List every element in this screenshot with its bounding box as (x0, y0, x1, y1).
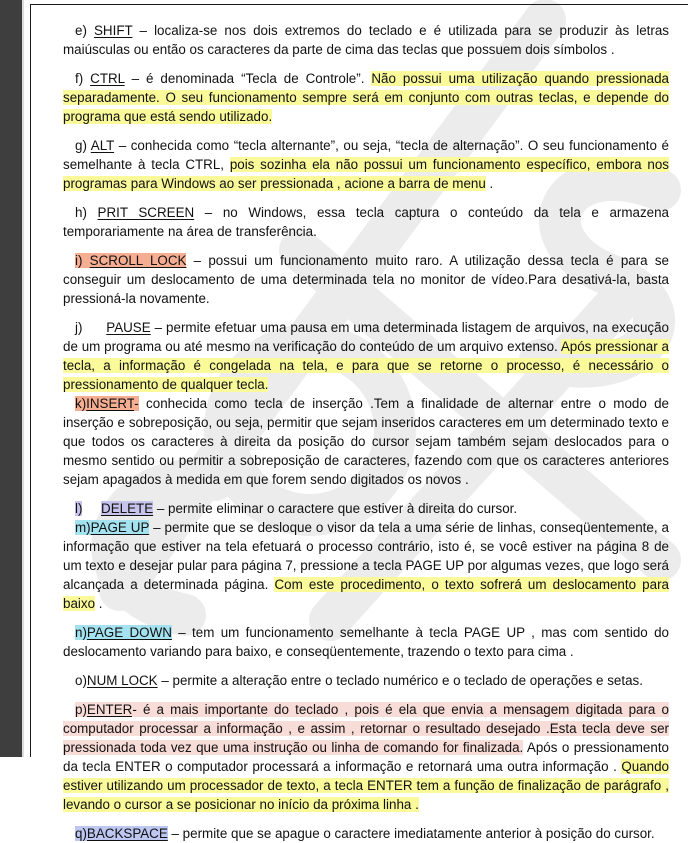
text-segment: p) (75, 702, 87, 717)
key-name: SCROLL LOCK (89, 253, 187, 268)
key-name: PAUSE (106, 320, 151, 335)
key-name: INSERT (86, 396, 135, 411)
paragraph-l (63, 499, 669, 518)
text-segment: i) (75, 253, 90, 268)
text-segment: m) (75, 520, 91, 535)
text-segment: – possui um funcionamento muito raro. A utilização dessa tecla é para se conseguir um deslocamento de uma determinada tela no monitor de vídeo.Para desativá-la, basta pressioná-la novamente. (63, 253, 669, 306)
paragraph-e (63, 21, 669, 59)
key-name: PAGE UP (90, 520, 150, 535)
paragraph-g (63, 136, 669, 193)
key-name: ENTER (86, 702, 133, 717)
document-text (31, 5, 688, 843)
text-segment: – no Windows, essa tecla captura o conteúdo da tela e armazena temporariamente na área de transferência. (63, 205, 669, 239)
text-segment: Após pressionar a tecla, a informação é congelada na tela, e para que se retorne o processo, é necessário o pressionamento de qualquer tecla. (63, 339, 669, 392)
text-segment: g) (75, 138, 91, 153)
key-name: ALT (90, 138, 115, 153)
key-name: NUM LOCK (86, 673, 158, 688)
left-edge-bar (0, 0, 22, 757)
text-segment: l) (75, 501, 83, 516)
text-segment: – permite efetuar uma pausa em uma determinada listagem de arquivos, na execução de um programa ou até mesmo na verificação do conteúdo de um arquivo extenso. (63, 320, 669, 354)
paragraph-q (63, 824, 669, 843)
text-segment: conhecida como tecla de inserção .Tem a finalidade de alternar entre o modo de inserção e sobreposição, ou seja, permitir que sejam inseridos caracteres em um determinado texto e que todos os caracteres à direita da posição do cursor sejam também sejam deslocados para o mesmo sentido ou permitir a sobreposição de caracteres, fazendo com que os caracteres anteriores sejam apagados à medida em que forem sendo digitados os novos . (63, 396, 669, 487)
key-name: SHIFT (94, 23, 133, 38)
text-segment: Com este procedimento, o texto sofrerá um deslocamento para baixo (63, 577, 669, 611)
text-segment: – localiza-se nos dois extremos do teclado e é utilizada para se produzir às letras maiúsculas ou então os caracteres da parte de cima das teclas que possuem dois símbolos . (63, 23, 669, 57)
text-segment: – permite eliminar o caractere que estiver à direita do cursor. (153, 501, 518, 516)
text-segment: e) (75, 23, 94, 38)
text-segment: – permite que se apague o caractere imediatamente anterior à posição do cursor. (167, 826, 655, 841)
text-segment: - é a mais importante do teclado , pois é ela que envia a mensagem digitada para o computador processar a informação , e assim , retornar o resultado desejado .Esta tecla deve ser pressionada toda vez que uma instrução ou linha de comando for finalizada. (63, 702, 669, 755)
text-segment: q) (75, 826, 87, 841)
text-segment: Quando estiver utilizando um processador de texto, a tecla ENTER tem a função de finalização de parágrafo , levando o cursor a se posicionar no início da próxima linha . (63, 759, 669, 812)
key-name: BACKSPACE (86, 826, 168, 841)
text-segment: j) (75, 320, 107, 335)
text-segment: Após o pressionamento da tecla ENTER o computador processará a informação e retornará uma outra informação . (63, 740, 669, 774)
key-name: DELETE (101, 501, 154, 516)
left-edge-bar-highlight (22, 0, 24, 757)
text-segment: – conhecida como “tecla alternante”, ou seja, “tecla de alternação”. O seu funcionamento é semelhante à tecla CTRL, (63, 138, 669, 172)
text-segment: – tem um funcionamento semelhante à tecla PAGE UP , mas com sentido do deslocamento variando para baixo, e conseqüentemente, trazendo o texto para cima . (63, 625, 669, 659)
paragraph-n (63, 623, 669, 661)
text-segment: – permite que se desloque o visor da tela a uma série de linhas, conseqüentemente, a informação que estiver na tela efetuará o processo contrário, isto é, se você estiver na página 8 de um texto e desejar pular para página 7, pressione a tecla PAGE UP por algumas vezes, que logo será alcançada a determinada página. (63, 520, 669, 592)
text-segment: h) (75, 205, 98, 220)
paragraph-p (63, 700, 669, 814)
text-segment: – permite a alteração entre o teclado numérico e o teclado de operações e setas. (157, 673, 643, 688)
paragraph-h (63, 203, 669, 241)
text-segment (82, 501, 101, 516)
text-segment: k) (75, 396, 87, 411)
text-segment: . (485, 176, 494, 191)
paragraph-m (63, 518, 669, 613)
text-segment: . (95, 596, 103, 611)
text-segment: - (134, 396, 139, 411)
paragraph-o (63, 671, 669, 690)
text-segment: f) (75, 71, 91, 86)
text-segment: pois sozinha ela não possui um funcionamento específico, embora nos programas para Windows ao ser pressionada , acione a barra de menu (63, 157, 669, 191)
text-segment: – é denominada “Tecla de Controle”. (124, 71, 372, 86)
paragraph-k (63, 394, 669, 489)
paragraph-i (63, 251, 669, 308)
key-name: CTRL (90, 71, 125, 86)
text-segment: o) (75, 673, 87, 688)
document-page (30, 4, 688, 841)
key-name: PRIT SCREEN (97, 205, 195, 220)
text-segment: n) (75, 625, 87, 640)
paragraph-j (63, 318, 669, 394)
text-segment: Não possui uma utilização quando pressionada separadamente. O seu funcionamento sempre será em conjunto com outras teclas, e depende do programa que está sendo utilizado. (63, 71, 669, 124)
paragraph-f (63, 69, 669, 126)
key-name: PAGE DOWN (86, 625, 172, 640)
